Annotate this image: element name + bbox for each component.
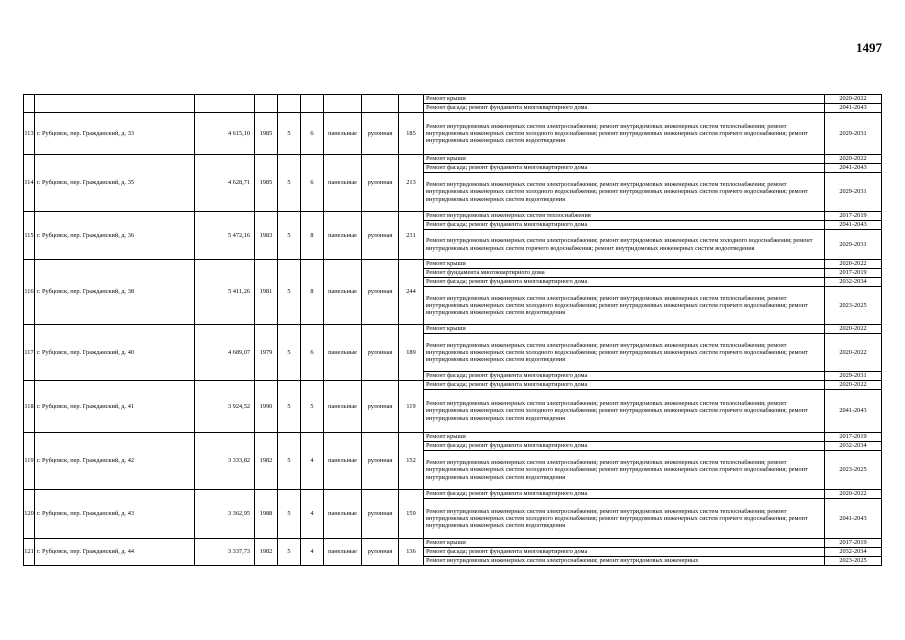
wall-material-cell: панельные xyxy=(324,155,362,212)
period-cell: 2041-2043 xyxy=(825,164,882,173)
table-row xyxy=(24,95,882,104)
table-row xyxy=(24,433,882,442)
period-cell: 2029-2031 xyxy=(825,230,882,260)
entrances-cell: 6 xyxy=(301,155,324,212)
table-row xyxy=(24,490,882,499)
wall-material-cell: панельные xyxy=(324,325,362,381)
table-row xyxy=(24,113,882,155)
page-number: 1497 xyxy=(856,40,882,55)
area-cell: 5 411,26 xyxy=(195,260,255,325)
work-cell: Ремонт крыши xyxy=(424,260,825,269)
year-cell: 1979 xyxy=(255,325,278,381)
address-cell: г. Рубцовск, пер. Гражданский, д. 43 xyxy=(35,490,195,539)
roof-type-cell: рулонная xyxy=(362,113,399,155)
flats-cell: 136 xyxy=(399,539,424,566)
work-cell: Ремонт крыши xyxy=(424,433,825,442)
address-cell: г. Рубцовск, пер. Гражданский, д. 40 xyxy=(35,325,195,381)
wall-material-cell: панельные xyxy=(324,212,362,260)
work-cell: Ремонт фасада; ремонт фундамента многоквартирного дома xyxy=(424,372,825,381)
period-cell: 2029-2031 xyxy=(825,372,882,381)
roof-type-cell: рулонная xyxy=(362,490,399,539)
wall-material-cell: панельные xyxy=(324,433,362,490)
work-cell: Ремонт фасада; ремонт фундамента многоквартирного дома xyxy=(424,221,825,230)
work-cell: Ремонт внутридомовых инженерных систем электроснабжения; ремонт внутридомовых инженерных систем холодного водоснабжения; ремонт внутридомовых инженерных систем горячего водоснабжения; ремонт внутридомовых инженерных систем водоотведения xyxy=(424,230,825,260)
flats-cell: 159 xyxy=(399,490,424,539)
address-cell: г. Рубцовск, пер. Гражданский, д. 38 xyxy=(35,260,195,325)
roof-type-cell: рулонная xyxy=(362,433,399,490)
work-cell: Ремонт внутридомовых инженерных систем электроснабжения; ремонт внутридомовых инженерных систем теплоснабжения; ремонт внутридомовых инженерных систем холодного водоснабжения; ремонт внутридомовых инженерных систем горячего водоснабжения; ремонт внутридомовых инженерных систем водоотведения xyxy=(424,113,825,155)
floors-cell: 5 xyxy=(278,113,301,155)
floors-cell: 5 xyxy=(278,433,301,490)
work-cell: Ремонт фасада; ремонт фундамента многоквартирного дома xyxy=(424,381,825,390)
address-cell: г. Рубцовск, пер. Гражданский, д. 44 xyxy=(35,539,195,566)
wall-material-cell: панельные xyxy=(324,260,362,325)
period-cell: 2029-2031 xyxy=(825,173,882,212)
floors-cell: 5 xyxy=(278,381,301,433)
area-cell: 4 615,10 xyxy=(195,113,255,155)
period-cell: 2020-2022 xyxy=(825,490,882,499)
year-cell: 1982 xyxy=(255,433,278,490)
period-cell: 2017-2019 xyxy=(825,539,882,548)
year-cell: 1985 xyxy=(255,155,278,212)
row-number: 121 xyxy=(24,539,35,566)
roof-type-cell: рулонная xyxy=(362,212,399,260)
period-cell: 2020-2022 xyxy=(825,334,882,372)
work-cell: Ремонт внутридомовых инженерных систем электроснабжения; ремонт внутридомовых инженерных систем теплоснабжения; ремонт внутридомовых инженерных систем холодного водоснабжения; ремонт внутридомовых инженерных систем горячего водоснабжения; ремонт внутридомовых инженерных систем водоотведения xyxy=(424,499,825,539)
roof-type-cell: рулонная xyxy=(362,325,399,381)
period-cell: 2032-2034 xyxy=(825,548,882,557)
address-cell: г. Рубцовск, пер. Гражданский, д. 35 xyxy=(35,155,195,212)
period-cell: 2041-2043 xyxy=(825,221,882,230)
period-cell: 2032-2034 xyxy=(825,278,882,287)
flats-cell: 152 xyxy=(399,433,424,490)
work-cell: Ремонт крыши xyxy=(424,539,825,548)
roof-type-cell: рулонная xyxy=(362,381,399,433)
entrances-cell: 4 xyxy=(301,490,324,539)
period-cell: 2032-2034 xyxy=(825,442,882,451)
year-cell: 1985 xyxy=(255,113,278,155)
flats-cell: 189 xyxy=(399,325,424,381)
period-cell: 2017-2019 xyxy=(825,269,882,278)
area-cell: 3 362,95 xyxy=(195,490,255,539)
period-cell: 2020-2022 xyxy=(825,381,882,390)
period-cell: 2020-2022 xyxy=(825,325,882,334)
work-cell: Ремонт внутридомовых инженерных систем электроснабжения; ремонт внутридомовых инженерных систем теплоснабжения; ремонт внутридомовых инженерных систем холодного водоснабжения; ремонт внутридомовых инженерных систем горячего водоснабжения; ремонт внутридомовых инженерных систем водоотведения xyxy=(424,390,825,433)
row-number: 116 xyxy=(24,260,35,325)
work-cell: Ремонт фасада; ремонт фундамента многоквартирного дома xyxy=(424,548,825,557)
floors-cell: 5 xyxy=(278,490,301,539)
period-cell: 2020-2022 xyxy=(825,260,882,269)
address-cell: г. Рубцовск, пер. Гражданский, д. 33 xyxy=(35,113,195,155)
roof-type-cell: рулонная xyxy=(362,260,399,325)
row-number: 114 xyxy=(24,155,35,212)
work-cell: Ремонт внутридомовых инженерных систем электроснабжения; ремонт внутридомовых инженерных xyxy=(424,557,825,566)
work-cell: Ремонт фасада; ремонт фундамента многоквартирного дома xyxy=(424,442,825,451)
row-number: 119 xyxy=(24,433,35,490)
capital-repair-table xyxy=(23,94,882,566)
work-cell: Ремонт фасада; ремонт фундамента многоквартирного дома xyxy=(424,164,825,173)
entrances-cell: 4 xyxy=(301,539,324,566)
address-cell: г. Рубцовск, пер. Гражданский, д. 42 xyxy=(35,433,195,490)
year-cell: 1981 xyxy=(255,260,278,325)
work-cell: Ремонт внутридомовых инженерных систем электроснабжения; ремонт внутридомовых инженерных систем теплоснабжения; ремонт внутридомовых инженерных систем холодного водоснабжения; ремонт внутридомовых инженерных систем горячего водоснабжения; ремонт внутридомовых инженерных систем водоотведения xyxy=(424,334,825,372)
work-cell: Ремонт внутридомовых инженерных систем электроснабжения; ремонт внутридомовых инженерных систем теплоснабжения; ремонт внутридомовых инженерных систем холодного водоснабжения; ремонт внутридомовых инженерных систем горячего водоснабжения; ремонт внутридомовых инженерных систем водоотведения xyxy=(424,287,825,325)
period-cell: 2029-2031 xyxy=(825,113,882,155)
year-cell: 1983 xyxy=(255,212,278,260)
row-number: 117 xyxy=(24,325,35,381)
floors-cell: 5 xyxy=(278,325,301,381)
period-cell: 2017-2019 xyxy=(825,433,882,442)
work-cell: Ремонт крыши xyxy=(424,95,825,104)
period-cell: 2041-2043 xyxy=(825,104,882,113)
work-cell: Ремонт фундамента многоквартирного дома xyxy=(424,269,825,278)
work-cell: Ремонт внутридомовых инженерных систем теплоснабжения xyxy=(424,212,825,221)
roof-type-cell: рулонная xyxy=(362,539,399,566)
table-row xyxy=(24,325,882,334)
work-cell: Ремонт фасада; ремонт фундамента многоквартирного дома xyxy=(424,104,825,113)
table-row xyxy=(24,260,882,269)
period-cell: 2020-2022 xyxy=(825,155,882,164)
row-number: 115 xyxy=(24,212,35,260)
work-cell: Ремонт крыши xyxy=(424,325,825,334)
area-cell: 3 924,52 xyxy=(195,381,255,433)
floors-cell: 5 xyxy=(278,212,301,260)
entrances-cell: 8 xyxy=(301,212,324,260)
area-cell: 5 472,16 xyxy=(195,212,255,260)
year-cell: 1990 xyxy=(255,381,278,433)
work-cell: Ремонт крыши xyxy=(424,155,825,164)
flats-cell: 185 xyxy=(399,113,424,155)
entrances-cell: 5 xyxy=(301,381,324,433)
floors-cell: 5 xyxy=(278,155,301,212)
flats-cell: 244 xyxy=(399,260,424,325)
period-cell: 2017-2019 xyxy=(825,212,882,221)
period-cell: 2041-2043 xyxy=(825,499,882,539)
row-number: 120 xyxy=(24,490,35,539)
period-cell: 2041-2043 xyxy=(825,390,882,433)
work-cell: Ремонт фасада; ремонт фундамента многоквартирного дома xyxy=(424,278,825,287)
work-cell: Ремонт внутридомовых инженерных систем электроснабжения; ремонт внутридомовых инженерных систем теплоснабжения; ремонт внутридомовых инженерных систем холодного водоснабжения; ремонт внутридомовых инженерных систем горячего водоснабжения; ремонт внутридомовых инженерных систем водоотведения xyxy=(424,451,825,490)
wall-material-cell: панельные xyxy=(324,490,362,539)
year-cell: 1988 xyxy=(255,490,278,539)
year-cell: 1982 xyxy=(255,539,278,566)
floors-cell: 5 xyxy=(278,539,301,566)
address-cell: г. Рубцовск, пер. Гражданский, д. 41 xyxy=(35,381,195,433)
area-cell: 3 337,73 xyxy=(195,539,255,566)
period-cell: 2020-2022 xyxy=(825,95,882,104)
area-cell: 4 689,07 xyxy=(195,325,255,381)
wall-material-cell: панельные xyxy=(324,113,362,155)
flats-cell: 231 xyxy=(399,212,424,260)
work-cell: Ремонт фасада; ремонт фундамента многоквартирного дома xyxy=(424,490,825,499)
period-cell: 2023-2025 xyxy=(825,451,882,490)
area-cell: 4 628,71 xyxy=(195,155,255,212)
entrances-cell: 6 xyxy=(301,113,324,155)
entrances-cell: 4 xyxy=(301,433,324,490)
table-row xyxy=(24,539,882,548)
flats-cell: 213 xyxy=(399,155,424,212)
flats-cell: 119 xyxy=(399,381,424,433)
work-cell: Ремонт внутридомовых инженерных систем электроснабжения; ремонт внутридомовых инженерных систем теплоснабжения; ремонт внутридомовых инженерных систем холодного водоснабжения; ремонт внутридомовых инженерных систем горячего водоснабжения; ремонт внутридомовых инженерных систем водоотведения xyxy=(424,173,825,212)
roof-type-cell: рулонная xyxy=(362,155,399,212)
table-row xyxy=(24,212,882,221)
table-row xyxy=(24,155,882,164)
row-number: 113 xyxy=(24,113,35,155)
period-cell: 2023-2025 xyxy=(825,557,882,566)
period-cell: 2023-2025 xyxy=(825,287,882,325)
address-cell: г. Рубцовск, пер. Гражданский, д. 36 xyxy=(35,212,195,260)
wall-material-cell: панельные xyxy=(324,381,362,433)
entrances-cell: 6 xyxy=(301,325,324,381)
table-row xyxy=(24,381,882,390)
entrances-cell: 8 xyxy=(301,260,324,325)
wall-material-cell: панельные xyxy=(324,539,362,566)
floors-cell: 5 xyxy=(278,260,301,325)
row-number: 118 xyxy=(24,381,35,433)
area-cell: 3 333,82 xyxy=(195,433,255,490)
